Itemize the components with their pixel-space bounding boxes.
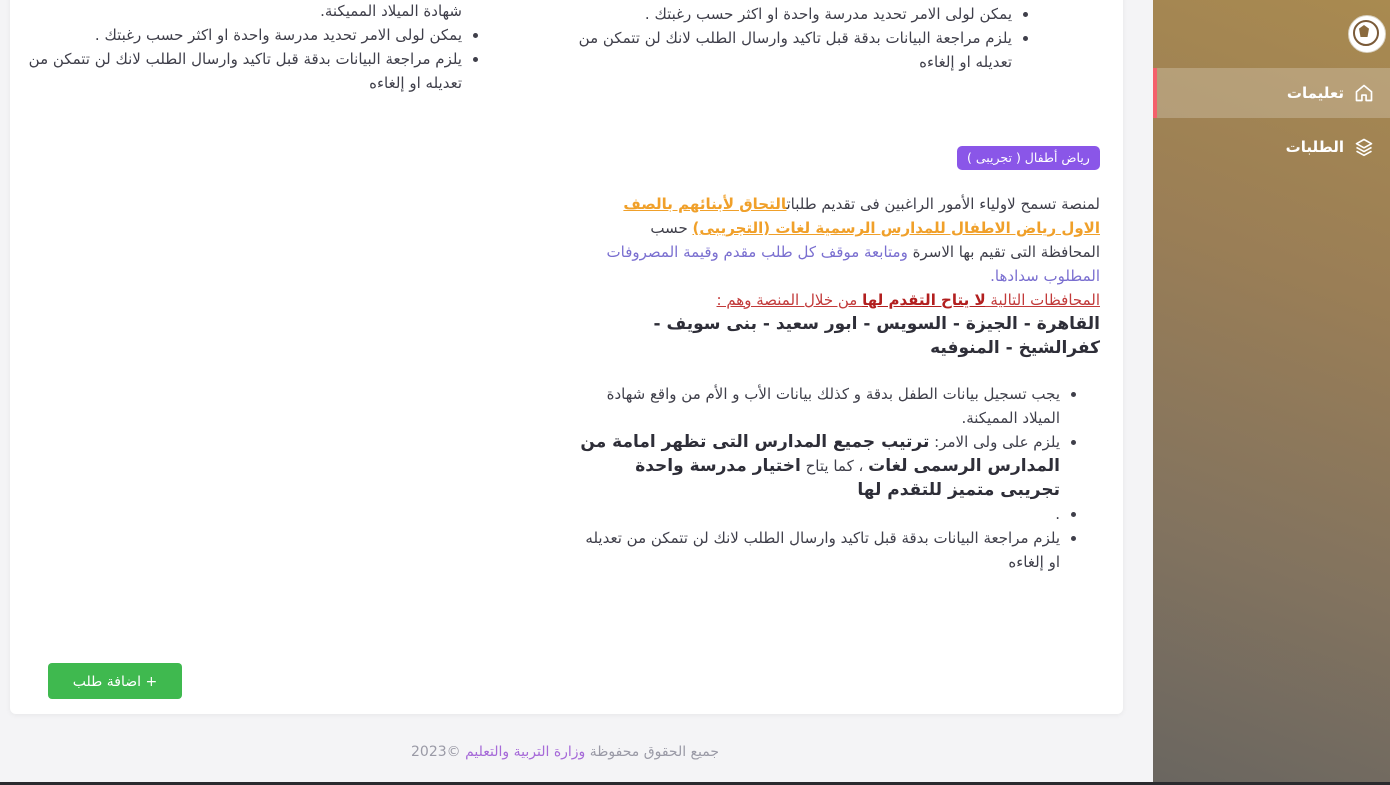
list-item-fragment: شهادة الميلاد المميكنة.: [320, 2, 462, 20]
intro-purple-text: ومتابعة موقف كل طلب مقدم وقيمة المصروفات المطلوب سدادها.: [606, 243, 1100, 285]
intro-suffix: حسب المحافظة التى تقيم بها الاسرة: [650, 219, 1100, 261]
list-item: • .: [572, 502, 1060, 526]
section-badge: رياض أطفال ( تجريبى ): [957, 146, 1100, 170]
gov-note-prefix: المحافظات التالية: [985, 291, 1100, 309]
footer: [300, 744, 830, 760]
instructions-list: [572, 2, 1052, 74]
sidebar: [1153, 0, 1390, 782]
list-item-mid: ، كما يتاح: [800, 457, 869, 475]
egypt-eagle-seal-icon[interactable]: [1348, 15, 1386, 53]
gov-note: [717, 291, 1101, 309]
list-item: • يجب تسجيل بيانات الطفل بدقة و كذلك بيانات الأب و الأم من واقع شهادة الميلاد المميكنة.: [572, 382, 1060, 430]
footer-ministry-link[interactable]: وزارة التربية والتعليم: [465, 744, 586, 760]
intro-text: لمنصة تسمح لاولياء الأمور الراغبين فى تقديم طلبات: [786, 195, 1100, 213]
gov-note-bold: لا يتاح التقدم لها: [862, 291, 986, 309]
layers-icon: [1354, 137, 1374, 157]
footer-copyright: ©2023: [411, 744, 466, 760]
section-intro: [596, 192, 1100, 360]
list-item-prefix: يلزم على ولى الامر:: [929, 433, 1060, 451]
intro-highlight: التحاق لأبنائهم بالصف الاول رياض الاطفال للمدارس الرسمية لغات (التجريبى): [623, 195, 1100, 237]
sidebar-item-label: تعليمات: [1286, 84, 1344, 102]
list-item: • يمكن لولى الامر تحديد مدرسة واحدة او اكثر حسب رغبتك .: [572, 2, 1012, 26]
instructions-list: [572, 382, 1100, 574]
gov-note-suffix: من خلال المنصة وهم :: [716, 291, 863, 309]
sidebar-item-requests[interactable]: [1153, 122, 1390, 172]
list-item: • يلزم مراجعة البيانات بدقة قبل تاكيد وارسال الطلب لانك لن تتمكن من تعديله او إلغاءه: [572, 526, 1060, 574]
instructions-column-right-top: [572, 2, 1052, 74]
list-item: • يلزم مراجعة البيانات بدقة قبل تاكيد وارسال الطلب لانك لن تتمكن من تعديله او إلغاءه: [572, 26, 1012, 74]
list-item-bold: اختيار مدرسة واحدة تجريبى متميز للتقدم لها: [635, 456, 1060, 500]
home-icon: [1354, 83, 1374, 103]
list-item: [572, 430, 1060, 502]
list-item: • يمكن لولى الامر تحديد مدرسة واحدة او اكثر حسب رغبتك .: [22, 23, 462, 47]
sidebar-item-label: الطلبات: [1285, 138, 1344, 156]
add-request-button[interactable]: + اضافة طلب: [48, 663, 182, 699]
instructions-column-left: [22, 0, 502, 95]
requirements-list: [572, 382, 1100, 574]
governorates-list: القاهرة - الجيزة - السويس - ابور سعيد - بنى سويف - كفرالشيخ - المنوفيه: [653, 314, 1100, 358]
instructions-list: [22, 23, 502, 95]
sidebar-item-instructions[interactable]: [1153, 68, 1390, 118]
footer-text: جميع الحقوق محفوظة: [585, 744, 719, 760]
list-item: • يلزم مراجعة البيانات بدقة قبل تاكيد وارسال الطلب لانك لن تتمكن من تعديله او إلغاءه: [22, 47, 462, 95]
list-item-bold: ترتيب جميع المدارس التى تظهر امامة من المدارس الرسمى لغات: [580, 432, 1060, 476]
